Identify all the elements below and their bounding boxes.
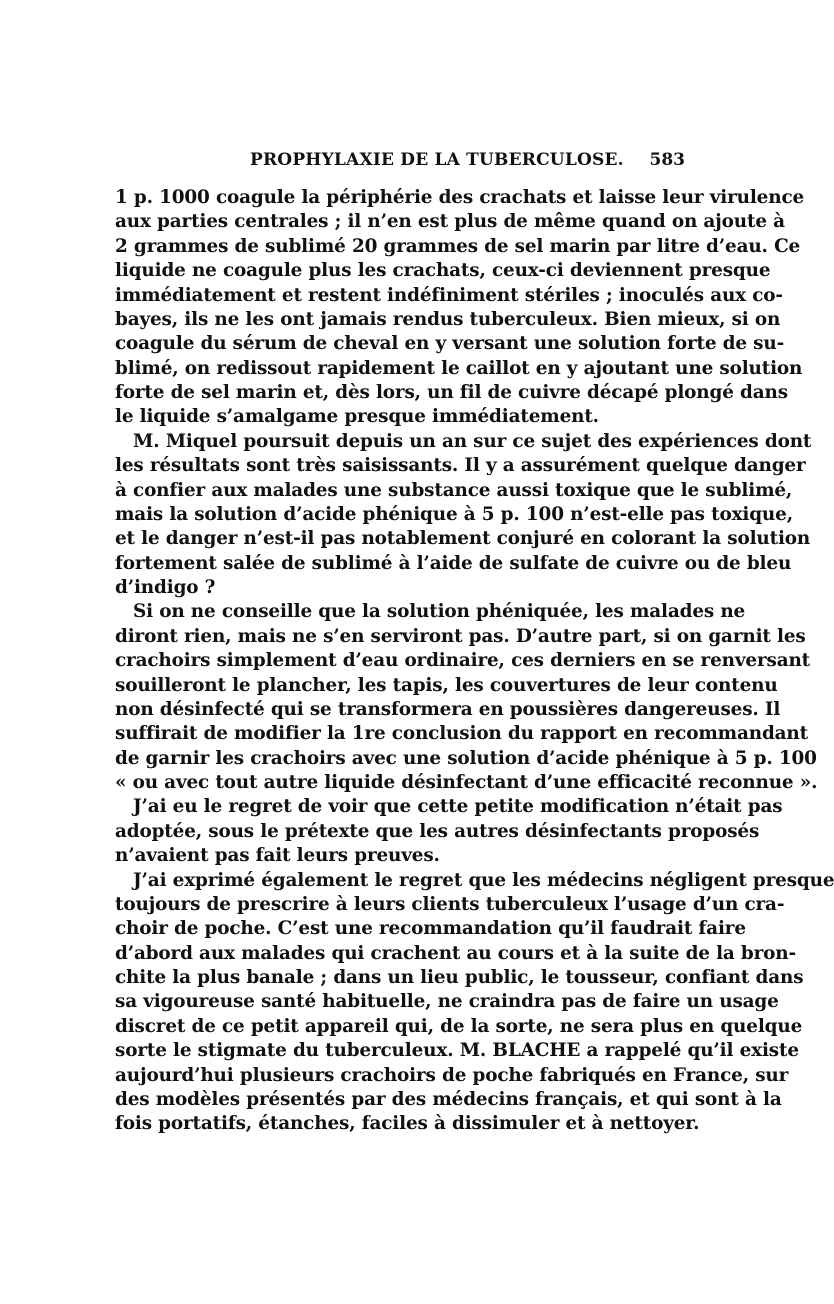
text-line: diront rien, mais ne s’en serviront pas. D’autre part, si on garnit les (115, 625, 806, 647)
text-line: Si on ne conseille que la solution phéniquée, les malades ne (133, 601, 746, 623)
text-line: immédiatement et restent indéfiniment stériles ; inoculés aux co- (115, 284, 783, 306)
text-line: fois portatifs, étanches, faciles à dissimuler et à nettoyer. (115, 1113, 700, 1135)
text-line: M. Miquel poursuit depuis un an sur ce sujet des expériences dont (133, 430, 812, 452)
text-line: et le danger n’est-il pas notablement conjuré en colorant la solution (115, 528, 811, 550)
text-line: le liquide s’amalgame presque immédiatement. (115, 406, 599, 428)
text-line: chite la plus banale ; dans un lieu public, le tousseur, confiant dans (115, 967, 804, 988)
text-line: blimé, on redissout rapidement le caillot en y ajoutant une solution (115, 357, 803, 379)
text-line: choir de poche. C’est une recommandation qu’il faudrait faire (115, 918, 746, 940)
text-line: 1 p. 1000 coagule la périphérie des crachats et laisse leur virulence (115, 187, 805, 208)
text-line: liquide ne coagule plus les crachats, ceux-ci deviennent presque (115, 260, 771, 282)
text-line: coagule du sérum de cheval en y versant une solution forte de su- (115, 333, 785, 355)
text-line: de garnir les crachoirs avec une solution d’acide phénique à 5 p. 100 (115, 747, 817, 769)
text-line: d’abord aux malades qui crachent au cours et à la suite de la bron- (115, 942, 797, 964)
text-line: non désinfecté qui se transformera en poussières dangereuses. Il (115, 698, 781, 720)
running-title: PROPHYLAXIE DE LA TUBERCULOSE. (250, 150, 624, 170)
text-line: souilleront le plancher, les tapis, les couvertures de leur contenu (115, 674, 778, 696)
text-line: n’avaient pas fait leurs preuves. (115, 845, 440, 867)
text-line: bayes, ils ne les ont jamais rendus tuberculeux. Bien mieux, si on (115, 308, 781, 330)
text-line: les résultats sont très saisissants. Il y a assurément quelque danger (115, 455, 806, 477)
running-head (115, 150, 685, 178)
text-line: sorte le stigmate du tuberculeux. M. BLACHE a rappelé qu’il existe (115, 1040, 799, 1062)
page-number: 583 (649, 150, 685, 170)
text-line: forte de sel marin et, dès lors, un fil de cuivre décapé plongé dans (115, 382, 788, 403)
text-line: d’indigo ? (115, 577, 216, 598)
text-line: suffirait de modifier la 1re conclusion du rapport en recommandant (115, 723, 808, 745)
text-line: aujourd’hui plusieurs crachoirs de poche fabriqués en France, sur (115, 1064, 789, 1086)
text-line: J’ai exprimé également le regret que les médecins négligent presque (133, 869, 834, 891)
text-line: J’ai eu le regret de voir que cette petite modification n’était pas (133, 796, 783, 818)
text-line: adoptée, sous le prétexte que les autres désinfectants proposés (115, 820, 760, 842)
text-line: « ou avec tout autre liquide désinfectant d’une efficacité reconnue ». (115, 772, 818, 793)
text-line: mais la solution d’acide phénique à 5 p. 100 n’est-elle pas toxique, (115, 503, 793, 525)
text-line: sa vigoureuse santé habituelle, ne craindra pas de faire un usage (115, 991, 779, 1013)
text-line: crachoirs simplement d’eau ordinaire, ces derniers en se renversant (115, 650, 811, 672)
text-line: discret de ce petit appareil qui, de la sorte, ne sera plus en quelque (115, 1015, 803, 1037)
text-line: des modèles présentés par des médecins français, et qui sont à la (115, 1088, 782, 1110)
text-line: 2 grammes de sublimé 20 grammes de sel marin par litre d’eau. Ce (115, 235, 801, 257)
text-line: aux parties centrales ; il n’en est plus de même quand on ajoute à (115, 211, 785, 233)
text-line: fortement salée de sublimé à l’aide de sulfate de cuivre ou de bleu (115, 552, 792, 574)
text-line: à confier aux malades une substance aussi toxique que le sublimé, (115, 479, 793, 501)
text-line: toujours de prescrire à leurs clients tuberculeux l’usage d’un cra- (115, 893, 785, 915)
body-text (115, 186, 834, 1137)
